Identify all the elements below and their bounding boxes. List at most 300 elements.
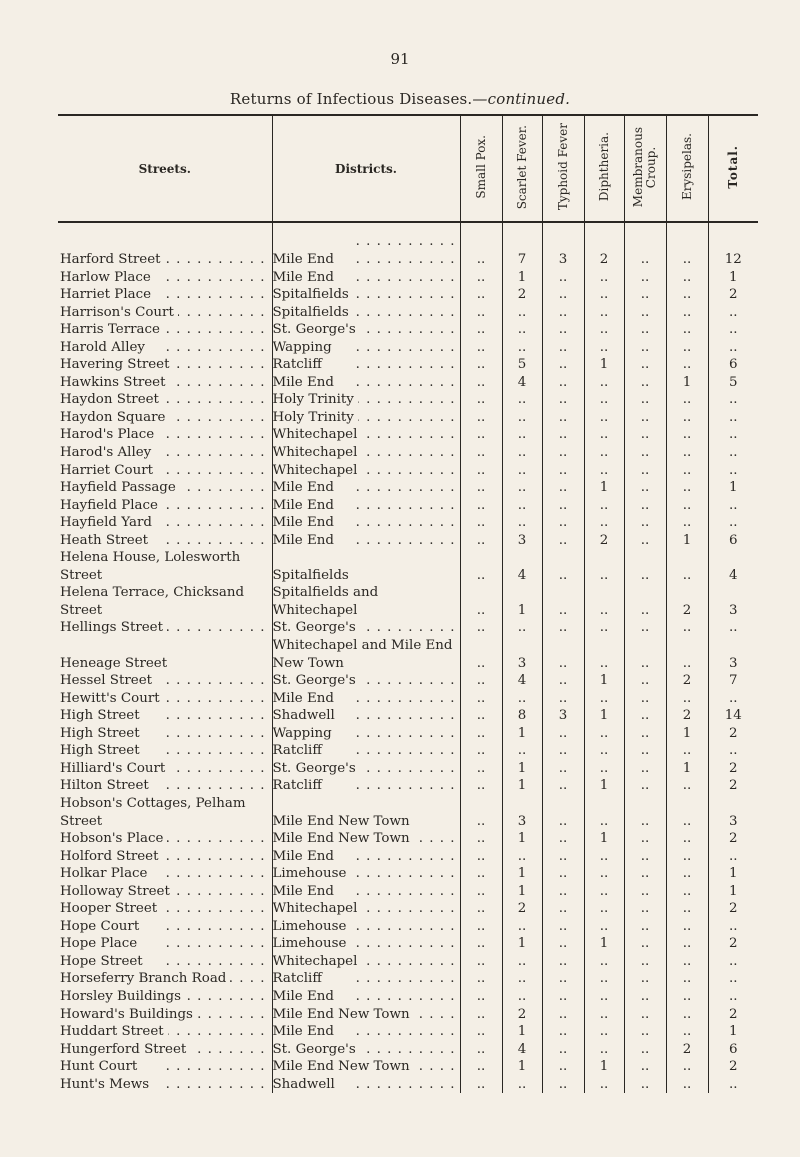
membranous-croup-value: .. <box>624 462 666 480</box>
erysipelas-value: .. <box>666 497 708 515</box>
title-suffix: —continued. <box>472 90 571 108</box>
membranous-croup-value: .. <box>624 374 666 392</box>
street-name: Hilliard's Court <box>60 761 169 776</box>
district-cell <box>272 444 460 462</box>
erysipelas-value: .. <box>666 462 708 480</box>
total-value: 14 <box>708 707 758 725</box>
table-row <box>58 777 758 795</box>
typhoid-fever-value: .. <box>542 1058 584 1076</box>
district-name: St. George's <box>273 673 360 688</box>
erysipelas-value: .. <box>666 883 708 901</box>
street-cell <box>58 760 272 778</box>
table-row <box>58 690 758 708</box>
district-name: Mile End <box>273 480 338 495</box>
street-cell <box>58 795 272 830</box>
district-cell <box>272 1076 460 1094</box>
total-value: 2 <box>708 777 758 795</box>
small-pox-value: .. <box>460 286 502 304</box>
district-name: Mile End <box>273 498 338 513</box>
total-value: .. <box>708 953 758 971</box>
diphtheria-value: 2 <box>584 532 624 550</box>
small-pox-value: .. <box>460 848 502 866</box>
diphtheria-value: .. <box>584 900 624 918</box>
district-cell <box>272 777 460 795</box>
diphtheria-value: .. <box>584 391 624 409</box>
scarlet-fever-value: 1 <box>502 830 542 848</box>
street-cell <box>58 619 272 637</box>
erysipelas-value: 1 <box>666 760 708 778</box>
typhoid-fever-value: .. <box>542 444 584 462</box>
street-cell <box>58 830 272 848</box>
erysipelas-value: .. <box>666 795 708 830</box>
header-diphtheria <box>584 115 624 222</box>
header-membranous-croup-label <box>632 127 658 207</box>
membranous-croup-value: .. <box>624 672 666 690</box>
district-cell <box>272 988 460 1006</box>
typhoid-fever-value: .. <box>542 339 584 357</box>
erysipelas-value: .. <box>666 269 708 287</box>
diphtheria-value: .. <box>584 304 624 322</box>
small-pox-value: .. <box>460 374 502 392</box>
typhoid-fever-value: .. <box>542 795 584 830</box>
infectious-diseases-table <box>58 114 758 1093</box>
table-row <box>58 339 758 357</box>
street-name: Hope Place <box>60 936 141 951</box>
street-name: Harriet Place <box>60 287 155 302</box>
small-pox-value: .. <box>460 970 502 988</box>
district-cell <box>272 848 460 866</box>
erysipelas-value: .. <box>666 970 708 988</box>
membranous-croup-value: .. <box>624 1006 666 1024</box>
diphtheria-value: .. <box>584 883 624 901</box>
district-cell <box>272 1041 460 1059</box>
district-cell <box>272 1058 460 1076</box>
erysipelas-value: .. <box>666 1076 708 1094</box>
erysipelas-value: .. <box>666 339 708 357</box>
diphtheria-value: .. <box>584 1023 624 1041</box>
district-name: Holy Trinity <box>273 410 358 425</box>
total-value: .. <box>708 391 758 409</box>
district-cell <box>272 742 460 760</box>
table-row <box>58 304 758 322</box>
typhoid-fever-value: .. <box>542 462 584 480</box>
table-row <box>58 391 758 409</box>
scarlet-fever-value: 1 <box>502 760 542 778</box>
membranous-croup-value: .. <box>624 637 666 672</box>
diphtheria-value: .. <box>584 584 624 619</box>
header-small-pox <box>460 115 502 222</box>
district-name: Wapping <box>273 726 336 741</box>
scarlet-fever-value: .. <box>502 953 542 971</box>
typhoid-fever-value: .. <box>542 409 584 427</box>
street-name: Harris Terrace <box>60 322 164 337</box>
district-cell <box>272 269 460 287</box>
erysipelas-value: .. <box>666 444 708 462</box>
total-value: 12 <box>708 251 758 269</box>
total-value: .. <box>708 304 758 322</box>
typhoid-fever-value: .. <box>542 619 584 637</box>
total-value: 2 <box>708 830 758 848</box>
district-name: St. George's <box>273 1042 360 1057</box>
small-pox-value: .. <box>460 497 502 515</box>
street-name: Hilton Street <box>60 778 153 793</box>
header-streets <box>58 115 272 222</box>
table-row <box>58 883 758 901</box>
street-name: Harold Alley <box>60 340 149 355</box>
table-row <box>58 900 758 918</box>
typhoid-fever-value: .. <box>542 1076 584 1094</box>
district-name: Whitechapel <box>273 427 362 442</box>
small-pox-value: .. <box>460 1076 502 1094</box>
total-value: 1 <box>708 479 758 497</box>
scarlet-fever-value: 2 <box>502 286 542 304</box>
typhoid-fever-value: .. <box>542 532 584 550</box>
small-pox-value: .. <box>460 935 502 953</box>
erysipelas-value: .. <box>666 1006 708 1024</box>
district-cell <box>272 374 460 392</box>
diphtheria-value: .. <box>584 742 624 760</box>
total-value: 2 <box>708 900 758 918</box>
street-name: Helena Terrace, Chicksand Street <box>60 584 272 619</box>
diphtheria-value: .. <box>584 269 624 287</box>
header-small-pox-label: Small Pox. <box>473 135 488 199</box>
district-cell <box>272 339 460 357</box>
district-name: Mile End <box>273 989 338 1004</box>
membranous-croup-value: .. <box>624 426 666 444</box>
diphtheria-value: 1 <box>584 935 624 953</box>
street-name: Helena House, Lolesworth Street <box>60 549 272 584</box>
district-name: Mile End <box>273 1024 338 1039</box>
scarlet-fever-value: 4 <box>502 549 542 584</box>
diphtheria-value: .. <box>584 637 624 672</box>
district-cell <box>272 479 460 497</box>
membranous-croup-value: .. <box>624 777 666 795</box>
street-name: Hawkins Street <box>60 375 169 390</box>
diphtheria-value: .. <box>584 725 624 743</box>
table-row <box>58 953 758 971</box>
street-name: Heneage Street <box>60 655 272 673</box>
total-value: .. <box>708 321 758 339</box>
table-row <box>58 497 758 515</box>
street-cell <box>58 269 272 287</box>
scarlet-fever-value: 4 <box>502 672 542 690</box>
header-scarlet-fever-label: Scarlet Fever. <box>514 124 529 210</box>
small-pox-value: .. <box>460 1041 502 1059</box>
street-cell <box>58 479 272 497</box>
page-number: 91 <box>390 50 410 68</box>
street-name: Hunt's Mews <box>60 1077 153 1092</box>
district-name: Limehouse <box>273 866 351 881</box>
diphtheria-value: .. <box>584 339 624 357</box>
membranous-croup-value: .. <box>624 619 666 637</box>
scarlet-fever-value: 2 <box>502 900 542 918</box>
erysipelas-value: .. <box>666 742 708 760</box>
erysipelas-value: 1 <box>666 374 708 392</box>
small-pox-value: .. <box>460 637 502 672</box>
table-row <box>58 409 758 427</box>
street-cell <box>58 883 272 901</box>
scarlet-fever-value: 2 <box>502 1006 542 1024</box>
title-main: Returns of Infectious Diseases. <box>229 90 473 108</box>
small-pox-value: .. <box>460 549 502 584</box>
district-name: Mile End New Town <box>273 831 414 846</box>
scarlet-fever-value: .. <box>502 970 542 988</box>
total-value: 5 <box>708 374 758 392</box>
small-pox-value: .. <box>460 251 502 269</box>
table-row <box>58 1023 758 1041</box>
erysipelas-value: .. <box>666 286 708 304</box>
erysipelas-value: 1 <box>666 725 708 743</box>
small-pox-value: .. <box>460 865 502 883</box>
erysipelas-value: .. <box>666 918 708 936</box>
typhoid-fever-value: .. <box>542 900 584 918</box>
street-name: Haydon Square <box>60 410 169 425</box>
membranous-croup-value: .. <box>624 286 666 304</box>
erysipelas-value: .. <box>666 953 708 971</box>
typhoid-fever-value: .. <box>542 988 584 1006</box>
diphtheria-value: .. <box>584 988 624 1006</box>
diphtheria-value: .. <box>584 321 624 339</box>
diphtheria-value: .. <box>584 953 624 971</box>
header-districts-label: Districts. <box>335 161 397 176</box>
membranous-croup-value: .. <box>624 760 666 778</box>
street-cell <box>58 462 272 480</box>
erysipelas-value: 2 <box>666 707 708 725</box>
membranous-croup-value: .. <box>624 883 666 901</box>
district-cell <box>272 497 460 515</box>
membranous-croup-value: .. <box>624 514 666 532</box>
diphtheria-value: .. <box>584 918 624 936</box>
diphtheria-value: .. <box>584 374 624 392</box>
street-cell <box>58 988 272 1006</box>
street-name: Haydon Street <box>60 392 163 407</box>
typhoid-fever-value: .. <box>542 935 584 953</box>
district-name: Mile End New Town <box>273 1059 414 1074</box>
street-cell <box>58 251 272 269</box>
total-value: 3 <box>708 584 758 619</box>
street-name: Hope Street <box>60 954 147 969</box>
district-cell <box>272 637 460 672</box>
district-name: Spitalfields and Whitechapel <box>273 584 460 619</box>
total-value: 6 <box>708 532 758 550</box>
membranous-croup-value: .. <box>624 918 666 936</box>
district-name: St. George's <box>273 761 360 776</box>
street-name: Hobson's Cottages, Pelham Street <box>60 795 272 830</box>
diphtheria-value: 1 <box>584 479 624 497</box>
total-value: .. <box>708 988 758 1006</box>
district-cell <box>272 760 460 778</box>
street-name: Hope Court <box>60 919 143 934</box>
district-cell <box>272 619 460 637</box>
district-name: Wapping <box>273 340 336 355</box>
total-value: 1 <box>708 269 758 287</box>
spacer-row <box>58 222 758 251</box>
street-cell <box>58 426 272 444</box>
membranous-croup-value: .. <box>624 830 666 848</box>
typhoid-fever-value: .. <box>542 830 584 848</box>
table-row <box>58 286 758 304</box>
street-name: Hobson's Place <box>60 831 167 846</box>
street-name: Howard's Buildings <box>60 1007 197 1022</box>
membranous-croup-value: .. <box>624 742 666 760</box>
scarlet-fever-value: .. <box>502 514 542 532</box>
small-pox-value: .. <box>460 953 502 971</box>
membranous-croup-value: .. <box>624 1058 666 1076</box>
district-name: Mile End <box>273 270 338 285</box>
district-name: Mile End New Town <box>273 1007 414 1022</box>
membranous-croup-value: .. <box>624 1076 666 1094</box>
membranous-croup-value: .. <box>624 321 666 339</box>
street-cell <box>58 514 272 532</box>
scarlet-fever-value: 1 <box>502 883 542 901</box>
table-row <box>58 760 758 778</box>
total-value: 2 <box>708 1058 758 1076</box>
total-value: 6 <box>708 356 758 374</box>
typhoid-fever-value: .. <box>542 426 584 444</box>
scarlet-fever-value: .. <box>502 690 542 708</box>
district-name: Whitechapel <box>273 445 362 460</box>
small-pox-value: .. <box>460 690 502 708</box>
street-name: Horseferry Branch Road <box>60 971 230 986</box>
district-name: Ratcliff <box>273 971 326 986</box>
membranous-croup-value: .. <box>624 690 666 708</box>
street-cell <box>58 918 272 936</box>
scarlet-fever-value: 1 <box>502 269 542 287</box>
street-cell <box>58 672 272 690</box>
table-row <box>58 514 758 532</box>
district-cell <box>272 918 460 936</box>
district-name: Mile End <box>273 375 338 390</box>
district-name: St. George's <box>273 620 360 635</box>
diphtheria-value: .. <box>584 549 624 584</box>
total-value: 1 <box>708 883 758 901</box>
district-cell <box>272 356 460 374</box>
district-name: Mile End New Town <box>273 813 460 831</box>
table-row <box>58 830 758 848</box>
typhoid-fever-value: 3 <box>542 251 584 269</box>
district-name: Ratcliff <box>273 778 326 793</box>
small-pox-value: .. <box>460 777 502 795</box>
scarlet-fever-value: 1 <box>502 1058 542 1076</box>
typhoid-fever-value: .. <box>542 514 584 532</box>
erysipelas-value: 2 <box>666 672 708 690</box>
diphtheria-value: 1 <box>584 356 624 374</box>
district-name: Shadwell <box>273 708 339 723</box>
district-cell <box>272 953 460 971</box>
erysipelas-value: .. <box>666 251 708 269</box>
street-cell <box>58 970 272 988</box>
diphtheria-value: 2 <box>584 251 624 269</box>
street-cell <box>58 1041 272 1059</box>
scarlet-fever-value: .. <box>502 848 542 866</box>
street-cell <box>58 725 272 743</box>
district-cell <box>272 672 460 690</box>
membranous-croup-value: .. <box>624 444 666 462</box>
header-typhoid-fever-label: Typhoid Fever <box>555 123 570 211</box>
total-value: .. <box>708 339 758 357</box>
typhoid-fever-value: .. <box>542 479 584 497</box>
table-row <box>58 269 758 287</box>
street-name: Harlow Place <box>60 270 155 285</box>
small-pox-value: .. <box>460 339 502 357</box>
street-cell <box>58 339 272 357</box>
district-cell <box>272 900 460 918</box>
scarlet-fever-value: 1 <box>502 584 542 619</box>
scarlet-fever-value: .. <box>502 497 542 515</box>
small-pox-value: .. <box>460 514 502 532</box>
diphtheria-value: .. <box>584 1076 624 1094</box>
street-cell <box>58 848 272 866</box>
page-title <box>0 90 800 108</box>
erysipelas-value: .. <box>666 1023 708 1041</box>
scarlet-fever-value: 1 <box>502 935 542 953</box>
total-value: .. <box>708 409 758 427</box>
district-cell <box>272 883 460 901</box>
table-row <box>58 970 758 988</box>
diphtheria-value: .. <box>584 619 624 637</box>
small-pox-value: .. <box>460 760 502 778</box>
header-erysipelas <box>666 115 708 222</box>
typhoid-fever-value: .. <box>542 742 584 760</box>
diphtheria-value: 1 <box>584 777 624 795</box>
diphtheria-value: .. <box>584 1041 624 1059</box>
district-cell <box>272 1006 460 1024</box>
district-name: Mile End <box>273 691 338 706</box>
membranous-croup-value: .. <box>624 356 666 374</box>
typhoid-fever-value: .. <box>542 637 584 672</box>
typhoid-fever-value: .. <box>542 690 584 708</box>
total-value: 7 <box>708 672 758 690</box>
district-cell <box>272 830 460 848</box>
typhoid-fever-value: .. <box>542 269 584 287</box>
district-name: Ratcliff <box>273 743 326 758</box>
district-cell <box>272 707 460 725</box>
scarlet-fever-value: 4 <box>502 1041 542 1059</box>
district-cell <box>272 690 460 708</box>
street-cell <box>58 584 272 619</box>
district-name: Shadwell <box>273 1077 339 1092</box>
membranous-croup-value: .. <box>624 1041 666 1059</box>
typhoid-fever-value: .. <box>542 918 584 936</box>
total-value: .. <box>708 742 758 760</box>
street-name: Hooper Street <box>60 901 161 916</box>
membranous-croup-value: .. <box>624 725 666 743</box>
table-row <box>58 848 758 866</box>
street-cell <box>58 532 272 550</box>
street-name: Harriet Court <box>60 463 157 478</box>
street-name: Hayfield Place <box>60 498 162 513</box>
diphtheria-value: .. <box>584 409 624 427</box>
district-name: Whitechapel <box>273 901 362 916</box>
small-pox-value: .. <box>460 532 502 550</box>
district-name: Limehouse <box>273 919 351 934</box>
membranous-croup-value: .. <box>624 865 666 883</box>
small-pox-value: .. <box>460 1023 502 1041</box>
street-name: Hessel Street <box>60 673 156 688</box>
district-name: Mile End <box>273 849 338 864</box>
district-cell <box>272 865 460 883</box>
total-value: .. <box>708 497 758 515</box>
erysipelas-value: .. <box>666 391 708 409</box>
membranous-croup-value: .. <box>624 935 666 953</box>
small-pox-value: .. <box>460 1006 502 1024</box>
diphtheria-value: 1 <box>584 707 624 725</box>
diphtheria-value: .. <box>584 1006 624 1024</box>
membranous-croup-value: .. <box>624 900 666 918</box>
street-name: Hunt Court <box>60 1059 141 1074</box>
district-name: Limehouse <box>273 936 351 951</box>
total-value: .. <box>708 462 758 480</box>
